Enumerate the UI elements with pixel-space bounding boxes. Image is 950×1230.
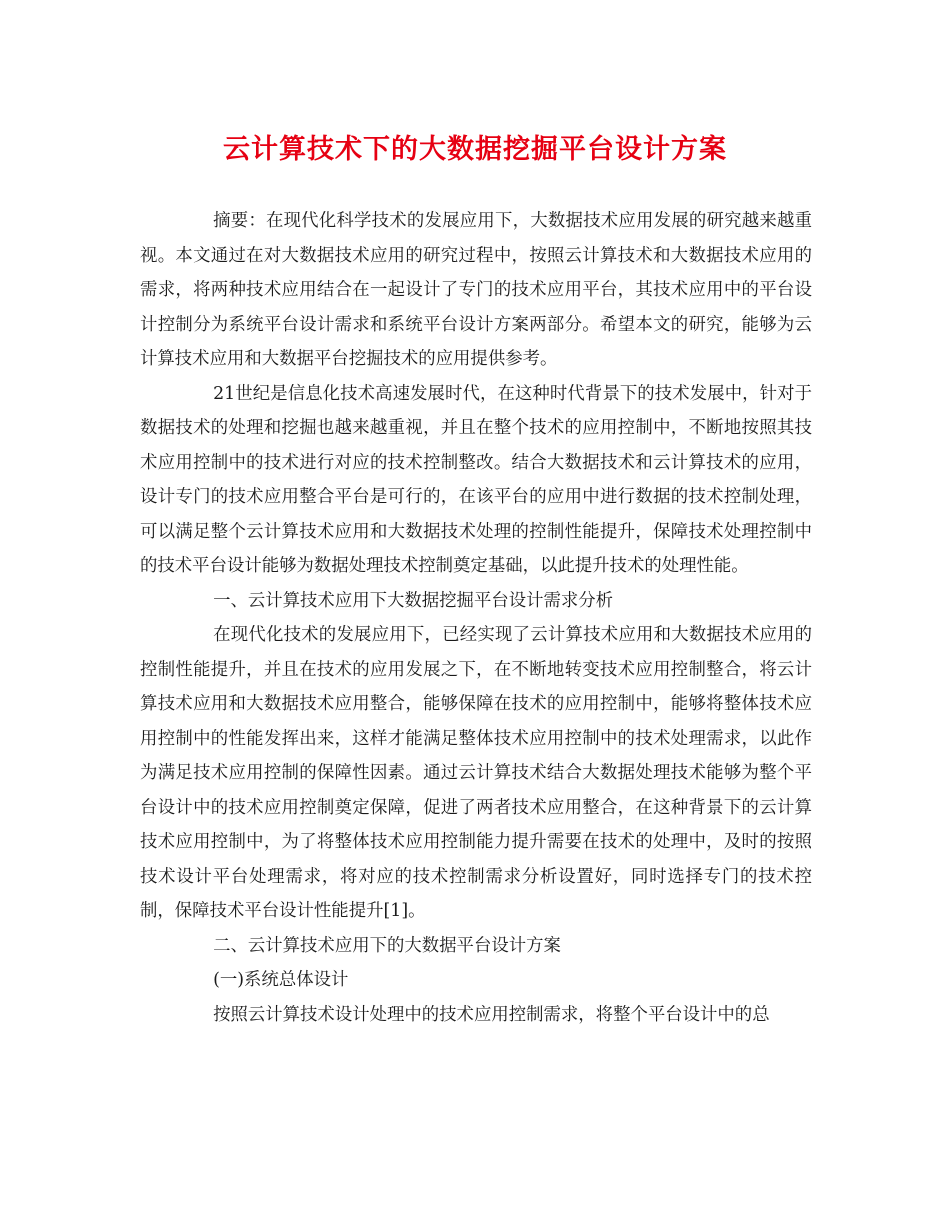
section-1-heading: 一、云计算技术应用下大数据挖掘平台设计需求分析 xyxy=(213,590,614,611)
subsection-1-heading: (一)系统总体设计 xyxy=(213,970,349,990)
intro-paragraph: 21世纪是信息化技术高速发展时代，在这种时代背景下的技术发展中，针对于数据技术的处理和挖掘也越来越重视，并且在整个技术的应用控制中，不断地按照其技术应用控制中的技术进行对应的技术控制整改。结合大数据技术和云计算技术的应用，设计专门的技术应用整合平台是可行的，在该平台的应用中进行数据的技术控制处理，可以满足整个云计算技术应用和大数据技术处理的控制性能提升，保障技术处理控制中的技术平台设计能够为数据处理技术控制奠定基础，以此提升技术的处理性能。 xyxy=(140,383,812,576)
document-body xyxy=(140,204,812,1032)
document-title: 云计算技术下的大数据挖掘平台设计方案 xyxy=(223,134,727,165)
subsection-1-paragraph: 按照云计算技术设计处理中的技术应用控制需求，将整个平台设计中的总 xyxy=(213,1004,770,1025)
abstract-paragraph: 摘要：在现代化科学技术的发展应用下，大数据技术应用发展的研究越来越重视。本文通过在对大数据技术应用的研究过程中，按照云计算技术和大数据技术应用的需求，将两种技术应用结合在一起设计了专门的技术应用平台，其技术应用中的平台设计控制分为系统平台设计需求和系统平台设计方案两部分。希望本文的研究，能够为云计算技术应用和大数据平台挖掘技术的应用提供参考。 xyxy=(140,211,812,369)
section-2-heading: 二、云计算技术应用下的大数据平台设计方案 xyxy=(213,935,561,956)
section-1-paragraph: 在现代化技术的发展应用下，已经实现了云计算技术应用和大数据技术应用的控制性能提升，并且在技术的应用发展之下，在不断地转变技术应用控制整合，将云计算技术应用和大数据技术应用整合，能够保障在技术的应用控制中，能够将整体技术应用控制中的性能发挥出来，这样才能满足整体技术应用控制中的技术处理需求，以此作为满足技术应用控制的保障性因素。通过云计算技术结合大数据处理技术能够为整个平台设计中的技术应用控制奠定保障，促进了两者技术应用整合，在这种背景下的云计算技术应用控制中，为了将整体技术应用控制能力提升需要在技术的处理中，及时的按照技术设计平台处理需求，将对应的技术控制需求分析设置好，同时选择专门的技术控制，保障技术平台设计性能提升[1]。 xyxy=(140,625,812,921)
